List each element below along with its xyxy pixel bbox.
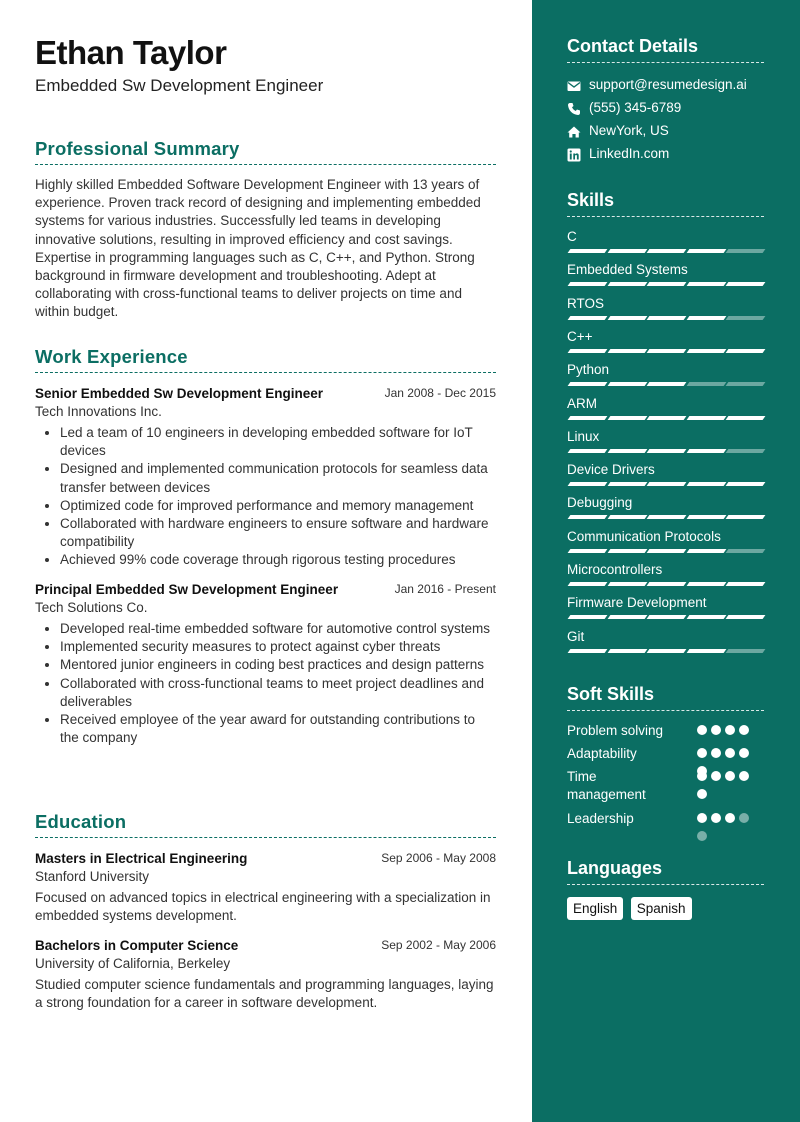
skill-level-segment [607,582,647,586]
soft-skill-name: Leadership [567,811,634,826]
job-bullet: • Implemented security measures to protect against cyber threats [60,638,496,656]
skill-level-segment [607,515,647,519]
education-heading: Education [35,811,496,838]
skill-level-segment [726,382,766,386]
skill-name: Communication Protocols [567,528,721,544]
skill-level-segment [686,482,726,486]
summary-text: Highly skilled Embedded Software Development Engineer with 13 years of experience. Proven track record of designing and implementing embedded systems for various industries. Successfully led teams in developing innovative solutions, resulting in improved efficiency and cost savings. Expertise in programming languages such as C, C++, and Python. Strong background in firmware development and troubleshooting. Adept at collaborating with cross-functional teams to deliver projects on time and within budget. [35,177,481,320]
skill-level-segment [686,382,726,386]
skill-item [567,362,764,395]
rating-dot [697,771,707,781]
skill-item [567,329,764,362]
skill-level-segment [686,449,726,453]
degree: Bachelors in Computer Science [35,938,239,953]
skill-level-bar [567,649,764,653]
phone-icon [567,102,581,116]
skill-name: Python [567,362,610,378]
rating-dot [739,748,749,758]
school: University of California, Berkeley [35,956,231,971]
phone-text: (555) 345-6789 [589,100,682,115]
skill-level-bar [567,482,764,486]
rating-dot [697,813,707,823]
skill-item [567,529,764,562]
skill-level-segment [607,615,647,619]
job-bullet: • Led a team of 10 engineers in developing embedded software for IoT devices [60,424,496,460]
rating-dot [739,771,749,781]
skill-level-segment [607,449,647,453]
skill-level-segment [568,515,608,519]
job-bullet: • Received employee of the year award for outstanding contributions to the company [60,711,496,747]
soft-skills-heading: Soft Skills [567,684,764,711]
skill-level-segment [726,515,766,519]
education-dates: Sep 2002 - May 2006 [381,938,496,952]
skill-level-segment [647,549,687,553]
skill-name: C [567,229,577,244]
rating-dot [725,771,735,781]
skill-level-segment [647,382,687,386]
skill-level-segment [686,249,726,253]
job-bullet: • Developed real-time embedded software for automotive control systems [60,620,496,638]
job-entry [35,581,496,747]
skill-level-bar [567,316,764,320]
skill-item [567,396,764,429]
skill-level-segment [647,449,687,453]
job-bullet: • Optimized code for improved performance and memory management [60,497,496,515]
job-title: Senior Embedded Sw Development Engineer [35,386,324,401]
skill-level-segment [568,249,608,253]
skill-name: Microcontrollers [567,562,663,577]
location-text: NewYork, US [589,123,669,138]
skill-level-segment [686,582,726,586]
skill-level-segment [568,649,608,653]
skill-level-segment [647,515,687,519]
skill-level-segment [607,649,647,653]
skill-level-segment [647,249,687,253]
experience-heading: Work Experience [35,346,496,373]
skill-level-bar [567,549,764,553]
skill-level-segment [607,549,647,553]
skill-level-segment [607,482,647,486]
rating-dot [739,813,749,823]
skill-level-segment [726,349,766,353]
skill-item [567,229,764,262]
job-bullet: • Achieved 99% code coverage through rigorous testing procedures [60,551,496,569]
education-entry [35,850,496,925]
skill-item [567,495,764,528]
school: Stanford University [35,869,150,884]
skill-level-segment [726,316,766,320]
skill-item [567,629,764,662]
skill-level-segment [726,549,766,553]
skill-level-segment [568,482,608,486]
skill-level-segment [568,282,608,286]
skill-level-segment [686,316,726,320]
contact-heading: Contact Details [567,36,764,63]
rating-dot [725,725,735,735]
skill-level-segment [686,549,726,553]
languages-heading: Languages [567,858,764,885]
soft-skill-name: Problem solving [567,723,664,738]
job-company: Tech Innovations Inc. [35,404,162,419]
sidebar [532,0,800,1122]
skill-level-segment [686,649,726,653]
skill-level-segment [647,482,687,486]
skill-level-bar [567,615,764,619]
skill-level-segment [568,549,608,553]
job-bullet: • Collaborated with hardware engineers to ensure software and hardware compatibility [60,515,496,551]
skill-item [567,429,764,462]
rating-dot [697,725,707,735]
rating-dot [739,725,749,735]
skill-level-segment [726,449,766,453]
skill-name: Debugging [567,495,633,511]
degree: Masters in Electrical Engineering [35,851,248,866]
education-description: Focused on advanced topics in electrical engineering with a specialization in embedded systems development. [35,890,491,924]
job-company: Tech Solutions Co. [35,600,148,615]
summary-heading: Professional Summary [35,138,496,165]
skill-level-segment [568,582,608,586]
skill-level-segment [607,316,647,320]
skill-level-segment [647,416,687,420]
skill-level-segment [568,449,608,453]
skill-level-segment [568,349,608,353]
skill-level-segment [726,482,766,486]
rating-dot [711,748,721,758]
skill-level-bar [567,449,764,453]
skill-level-segment [647,349,687,353]
skill-name: Device Drivers [567,462,655,478]
skill-level-segment [686,282,726,286]
job-dates: Jan 2008 - Dec 2015 [384,386,496,400]
skill-name: C++ [567,328,593,344]
rating-dot [711,771,721,781]
skill-level-segment [568,316,608,320]
job-bullet: • Designed and implemented communication protocols for seamless data transfer between devices [60,460,496,496]
skill-level-segment [607,416,647,420]
skill-level-segment [568,382,608,386]
skill-item [567,595,764,628]
skill-level-segment [647,615,687,619]
job-entry [35,385,496,570]
language-tag: English [567,897,623,920]
soft-skill-name: Adaptability [567,746,637,761]
home-icon [567,125,581,139]
skill-level-bar [567,282,764,286]
job-dates: Jan 2016 - Present [394,582,496,596]
skill-level-segment [726,282,766,286]
skill-level-segment [647,316,687,320]
language-tag: Spanish [631,897,692,920]
rating-dot [711,725,721,735]
soft-skill-name: Time management [567,769,646,802]
skills-heading: Skills [567,190,764,217]
skill-name: RTOS [567,295,605,311]
skill-item [567,462,764,495]
linkedin-text: LinkedIn.com [589,146,670,161]
skill-level-segment [686,349,726,353]
skill-level-segment [647,649,687,653]
job-title: Principal Embedded Sw Development Engineer [35,582,339,597]
rating-dot [697,831,707,841]
skill-level-segment [726,582,766,586]
skill-level-bar [567,416,764,420]
skill-level-segment [726,649,766,653]
skill-item [567,562,764,595]
rating-dot [725,813,735,823]
skill-level-segment [607,282,647,286]
job-bullet: • Mentored junior engineers in coding best practices and design patterns [60,656,496,674]
skill-level-segment [568,416,608,420]
rating-dot [697,748,707,758]
skill-name: Linux [567,428,600,444]
skill-level-segment [726,615,766,619]
skill-level-segment [686,515,726,519]
rating-dot [725,748,735,758]
skill-level-segment [607,249,647,253]
skill-level-segment [607,349,647,353]
envelope-icon [567,79,581,93]
skill-level-bar [567,515,764,519]
skill-level-segment [726,416,766,420]
rating-dot [697,789,707,799]
job-bullet: • Collaborated with cross-functional teams to meet project deadlines and deliverables [60,675,496,711]
skill-name: Firmware Development [567,595,707,611]
skill-name: Git [567,628,585,644]
skill-name: Embedded Systems [567,262,688,278]
education-entry [35,937,496,1012]
languages-list [567,897,695,920]
skill-level-segment [726,249,766,253]
linkedin-icon [567,148,581,162]
skill-item [567,262,764,295]
skill-level-bar [567,382,764,386]
skill-level-segment [647,582,687,586]
skill-level-segment [686,416,726,420]
job-bullets [35,620,496,747]
skill-level-bar [567,349,764,353]
email-text: support@resumedesign.ai [589,77,747,92]
job-bullets [35,424,496,570]
skill-level-bar [567,582,764,586]
candidate-name: Ethan Taylor [35,34,227,71]
education-dates: Sep 2006 - May 2008 [381,851,496,865]
skill-level-segment [647,282,687,286]
candidate-role: Embedded Sw Development Engineer [35,76,324,95]
skill-level-segment [568,615,608,619]
skill-item [567,296,764,329]
skill-name: ARM [567,395,597,411]
skill-level-segment [686,615,726,619]
education-description: Studied computer science fundamentals and programming languages, laying a strong foundation for a career in software development. [35,977,494,1011]
skill-level-segment [607,382,647,386]
skill-level-bar [567,249,764,253]
rating-dot [711,813,721,823]
